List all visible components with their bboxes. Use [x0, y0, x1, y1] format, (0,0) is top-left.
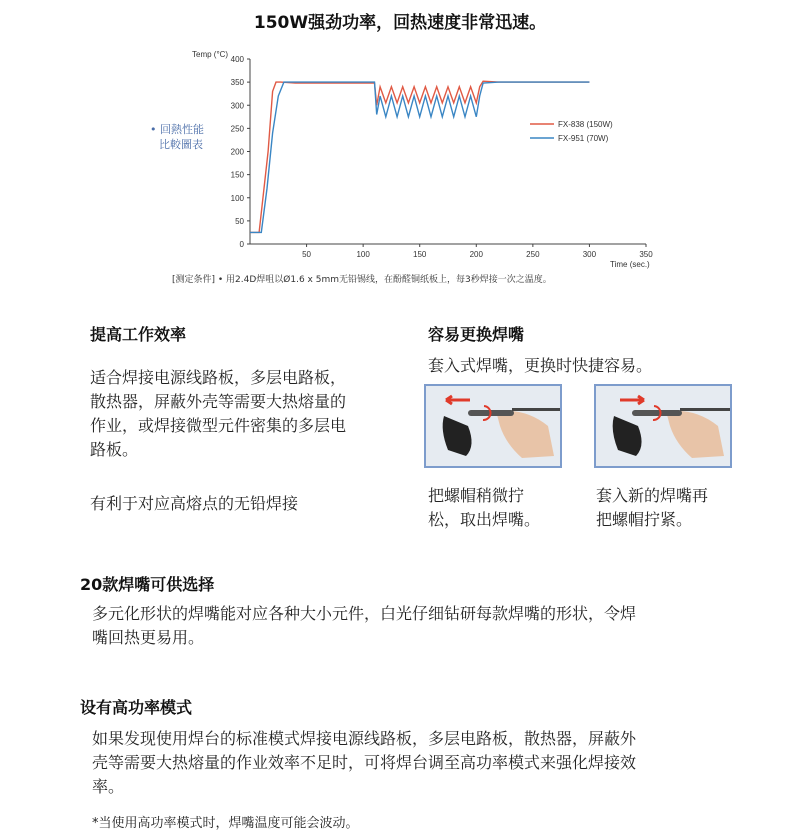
- lead-free-note: 有利于对应高熔点的无铅焊接: [90, 494, 299, 513]
- efficiency-line-1: 适合焊接电源线路板，多层电路板，: [90, 368, 347, 387]
- section-title-efficiency: 提高工作效率: [90, 325, 187, 344]
- x-tick-label: 150: [413, 250, 427, 259]
- y-tick-label: 100: [230, 193, 244, 203]
- insert-tip-illustration: [594, 384, 732, 468]
- side-note-line-2: 比較圖表: [159, 138, 203, 151]
- section-title-high-power: 设有高功率模式: [80, 698, 193, 717]
- tip-change-subtitle: 套入式焊嘴，更换时快捷容易。: [428, 356, 653, 375]
- y-tick-label: 200: [230, 147, 244, 157]
- page-headline: 150W强劲功率，回热速度非常迅速。: [253, 13, 547, 33]
- chart-test-conditions: [测定条件] • 用2.4D焊咀以Ø1.6 x 5mm无铅锡线，在酚醛铜纸板上，每3秒焊接一次之温度。: [172, 275, 552, 285]
- high-power-paragraph: [92, 727, 782, 799]
- section-title-tips: 20款焊嘴可供选择: [80, 575, 215, 594]
- x-tick-label: 200: [469, 250, 483, 259]
- legend-label: FX-838 (150W): [558, 120, 613, 129]
- efficiency-line-3: 作业，或焊接微型元件密集的多层电: [90, 416, 347, 435]
- y-tick-label: 300: [230, 101, 244, 111]
- y-axis-label: Temp (°C): [192, 50, 229, 59]
- reheat-performance-chart: [150, 40, 670, 290]
- caption-insert-line-2: 把螺帽拧紧。: [596, 510, 693, 529]
- efficiency-line-4: 路板。: [90, 440, 139, 459]
- tips-line-1: 多元化形状的焊嘴能对应各种大小元件，白光仔细钻研每款焊嘴的形状，令焊: [92, 604, 637, 623]
- x-tick-label: 100: [356, 250, 370, 259]
- caption-insert-tip: [596, 484, 708, 532]
- section-title-tip-change: 容易更换焊嘴: [428, 325, 525, 344]
- caption-remove-line-1: 把螺帽稍微拧: [428, 486, 525, 505]
- power-line-1: 如果发现使用焊台的标准模式焊接电源线路板，多层电路板，散热器，屏蔽外: [92, 729, 637, 748]
- y-tick-label: 0: [239, 240, 244, 249]
- side-note-line-1: • 回熱性能: [150, 123, 204, 136]
- x-axis-label: Time (sec.): [610, 260, 650, 269]
- y-tick-label: 400: [230, 55, 244, 64]
- caption-remove-tip: [428, 484, 540, 532]
- efficiency-line-2: 散热器，屏蔽外壳等需要大热熔量的: [90, 392, 347, 411]
- caption-insert-line-1: 套入新的焊嘴再: [596, 486, 709, 505]
- x-tick-label: 350: [639, 250, 653, 259]
- series-line-fx-838: [250, 81, 589, 232]
- caption-remove-line-2: 松，取出焊嘴。: [428, 510, 541, 529]
- power-line-3: 率。: [92, 777, 125, 796]
- legend-label: FX-951 (70W): [558, 134, 609, 143]
- y-tick-label: 50: [235, 216, 244, 226]
- tips-paragraph: [92, 602, 772, 650]
- power-line-2: 壳等需要大热熔量的作业效率不足时，可将焊台调至高功率模式来强化焊接效: [92, 753, 637, 772]
- x-tick-label: 300: [582, 250, 597, 259]
- y-tick-label: 250: [230, 124, 244, 134]
- efficiency-paragraph: [90, 366, 410, 462]
- remove-tip-illustration: [424, 384, 562, 468]
- high-power-note: *当使用高功率模式时，焊嘴温度可能会波动。: [92, 816, 359, 831]
- x-tick-label: 50: [302, 250, 312, 259]
- tips-line-2: 嘴回热更易用。: [92, 628, 205, 647]
- y-tick-label: 350: [230, 78, 244, 88]
- x-tick-label: 250: [526, 250, 540, 259]
- y-tick-label: 150: [230, 170, 244, 180]
